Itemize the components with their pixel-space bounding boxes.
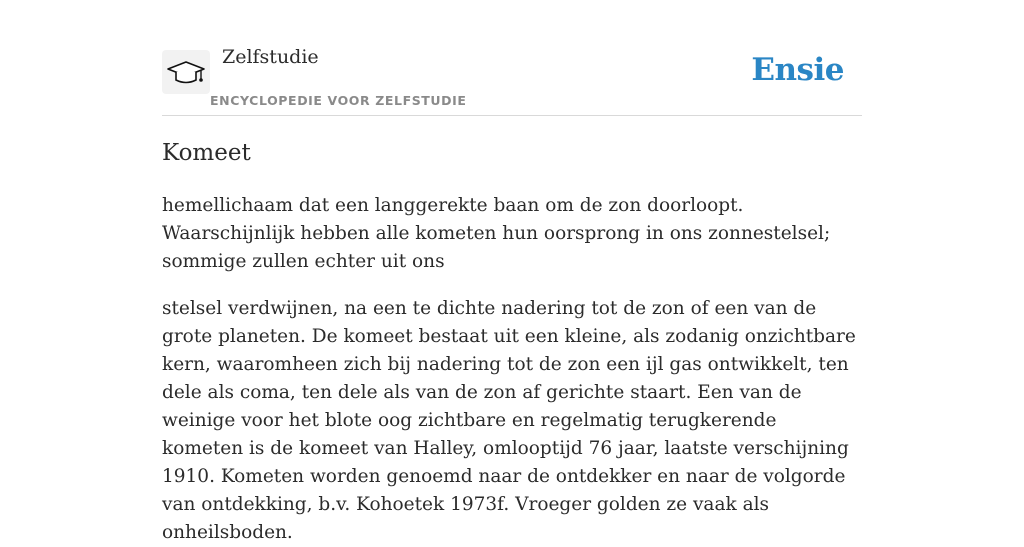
site-header (162, 40, 862, 116)
site-tagline: ENCYCLOPEDIE VOOR ZELFSTUDIE (210, 93, 467, 108)
site-name[interactable]: Zelfstudie (222, 46, 319, 68)
site-logo[interactable] (162, 50, 210, 94)
article-paragraph: hemellichaam dat een langgerekte baan om de zon doorloopt. Waarschijnlijk hebben alle kometen hun oorsprong in ons zonnestelsel; sommige zullen echter uit ons (162, 195, 831, 272)
ensie-brand-link[interactable]: Ensie (751, 52, 844, 88)
article-paragraph: stelsel verdwijnen, na een te dichte nadering tot de zon of een van de grote planeten. De komeet bestaat uit een kleine, als zodanig onzichtbare kern, waaromheen zich bij nadering tot de zon een ijl gas ontwikkelt, ten dele als coma, ten dele als van de zon af gerichte staart. Een van de weinige voor het blote oog zichtbare en regelmatig terugkerende kometen is de komeet van Halley, omlooptijd 76 jaar, laatste verschijning 1910. Kometen worden genoemd naar de ontdekker en naar de volgorde van ontdekking, b.v. Kohoetek 1973f. Vroeger golden ze vaak als onheilsboden. (162, 298, 856, 543)
article-title: Komeet (162, 140, 251, 166)
